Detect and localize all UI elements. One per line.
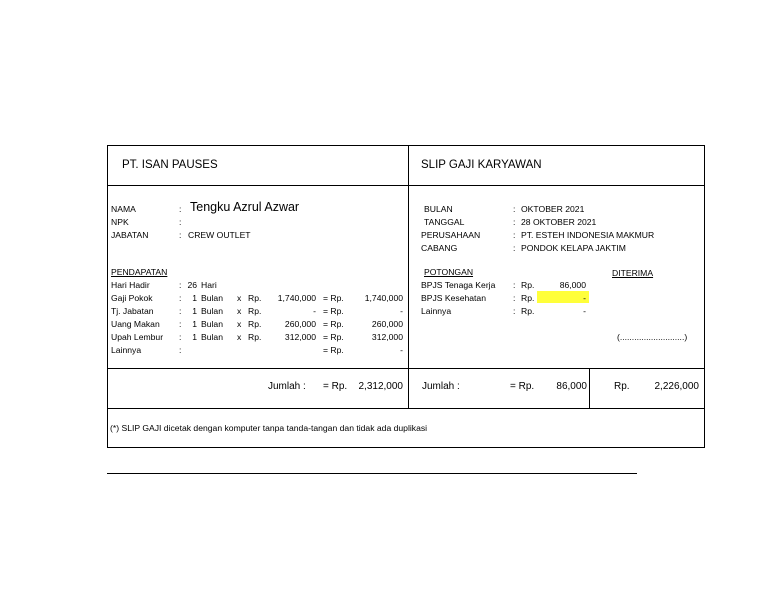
row-rate: 1,740,000: [277, 293, 316, 303]
bottom-rule: [107, 473, 637, 474]
row-unit: Hari: [201, 280, 217, 290]
perusahaan-label: PERUSAHAAN: [421, 230, 481, 240]
row-rp: Rp.: [521, 306, 535, 316]
row-rate: 312,000: [284, 332, 316, 342]
colon: :: [513, 280, 516, 290]
row-eq: = Rp.: [323, 332, 344, 342]
row-rp: Rp.: [248, 293, 262, 303]
row-unit: Bulan: [201, 306, 223, 316]
row-eq: = Rp.: [323, 306, 344, 316]
cabang-value: PONDOK KELAPA JAKTIM: [521, 243, 626, 253]
row-amount: -: [400, 345, 403, 355]
colon: :: [179, 345, 182, 355]
row-qty: 26: [187, 280, 197, 290]
row-rp: Rp.: [248, 319, 262, 329]
pendapatan-jumlah-label: Jumlah :: [268, 381, 306, 392]
row-x: x: [237, 332, 242, 342]
tanggal-label: TANGGAL: [424, 217, 465, 227]
row-amount: 86,000: [559, 280, 586, 290]
row-amount: 260,000: [371, 319, 403, 329]
row-qty: 1: [192, 332, 197, 342]
colon: :: [513, 230, 516, 240]
diterima-value: 2,226,000: [654, 381, 699, 392]
row-eq: = Rp.: [323, 293, 344, 303]
row-amount: -: [583, 293, 586, 303]
row-rate: 260,000: [284, 319, 316, 329]
row-amount: 1,740,000: [364, 293, 403, 303]
pendapatan-jumlah-eq: = Rp.: [323, 381, 348, 392]
row-x: x: [237, 319, 242, 329]
diterima-rp: Rp.: [614, 381, 630, 392]
row-label: Hari Hadir: [111, 280, 150, 290]
pendapatan-title: PENDAPATAN: [111, 267, 168, 277]
diterima-divider: [589, 368, 590, 408]
row-unit: Bulan: [201, 319, 223, 329]
colon: :: [179, 306, 182, 316]
row-label: BPJS Kesehatan: [421, 293, 486, 303]
header-divider: [107, 185, 705, 186]
row-eq: = Rp.: [323, 319, 344, 329]
row-label: Uang Makan: [111, 319, 160, 329]
row-label: Lainnya: [421, 306, 452, 316]
row-label: Tj. Jabatan: [111, 306, 154, 316]
colon: :: [513, 306, 516, 316]
footnote: (*) SLIP GAJI dicetak dengan komputer tanpa tanda-tangan dan tidak ada duplikasi: [110, 423, 428, 433]
slip-title: SLIP GAJI KARYAWAN: [421, 159, 542, 171]
totals-divider-bottom: [107, 408, 705, 409]
diterima-title: DITERIMA: [612, 268, 654, 278]
row-amount: -: [400, 306, 403, 316]
potongan-jumlah-value: 86,000: [556, 381, 587, 392]
jabatan-label: JABATAN: [111, 230, 149, 240]
cabang-label: CABANG: [421, 243, 458, 253]
colon: :: [179, 319, 182, 329]
center-divider: [408, 145, 409, 408]
row-label: Lainnya: [111, 345, 142, 355]
row-rp: Rp.: [248, 306, 262, 316]
potongan-jumlah-label: Jumlah :: [422, 381, 460, 392]
row-label: BPJS Tenaga Kerja: [421, 280, 496, 290]
row-rp: Rp.: [248, 332, 262, 342]
row-qty: 1: [192, 306, 197, 316]
colon: :: [179, 230, 182, 240]
colon: :: [179, 293, 182, 303]
colon: :: [513, 293, 516, 303]
colon: :: [513, 204, 516, 214]
row-x: x: [237, 293, 242, 303]
colon: :: [513, 243, 516, 253]
row-label: Upah Lembur: [111, 332, 164, 342]
nama-label: NAMA: [111, 204, 136, 214]
row-label: Gaji Pokok: [111, 293, 153, 303]
perusahaan-value: PT. ESTEH INDONESIA MAKMUR: [521, 230, 655, 240]
row-amount: 312,000: [371, 332, 403, 342]
bulan-label: BULAN: [424, 204, 453, 214]
totals-divider-top: [107, 368, 705, 369]
tanggal-value: 28 OKTOBER 2021: [521, 217, 597, 227]
row-qty: 1: [192, 293, 197, 303]
potongan-title: POTONGAN: [424, 267, 474, 277]
colon: :: [513, 217, 516, 227]
company-name: PT. ISAN PAUSES: [122, 159, 218, 171]
row-eq: = Rp.: [323, 345, 344, 355]
row-unit: Bulan: [201, 332, 223, 342]
nama-value: Tengku Azrul Azwar: [190, 200, 300, 214]
bulan-value: OKTOBER 2021: [521, 204, 585, 214]
signature-line: (...........................): [617, 332, 688, 342]
colon: :: [179, 280, 182, 290]
npk-label: NPK: [111, 217, 129, 227]
row-qty: 1: [192, 319, 197, 329]
row-rate: -: [313, 306, 316, 316]
potongan-jumlah-eq: = Rp.: [510, 381, 535, 392]
row-rp: Rp.: [521, 293, 535, 303]
row-amount: -: [583, 306, 586, 316]
row-x: x: [237, 306, 242, 316]
colon: :: [179, 332, 182, 342]
pendapatan-jumlah-value: 2,312,000: [358, 381, 403, 392]
jabatan-value: CREW OUTLET: [188, 230, 251, 240]
row-rp: Rp.: [521, 280, 535, 290]
colon: :: [179, 217, 182, 227]
row-unit: Bulan: [201, 293, 223, 303]
colon: :: [179, 204, 182, 214]
